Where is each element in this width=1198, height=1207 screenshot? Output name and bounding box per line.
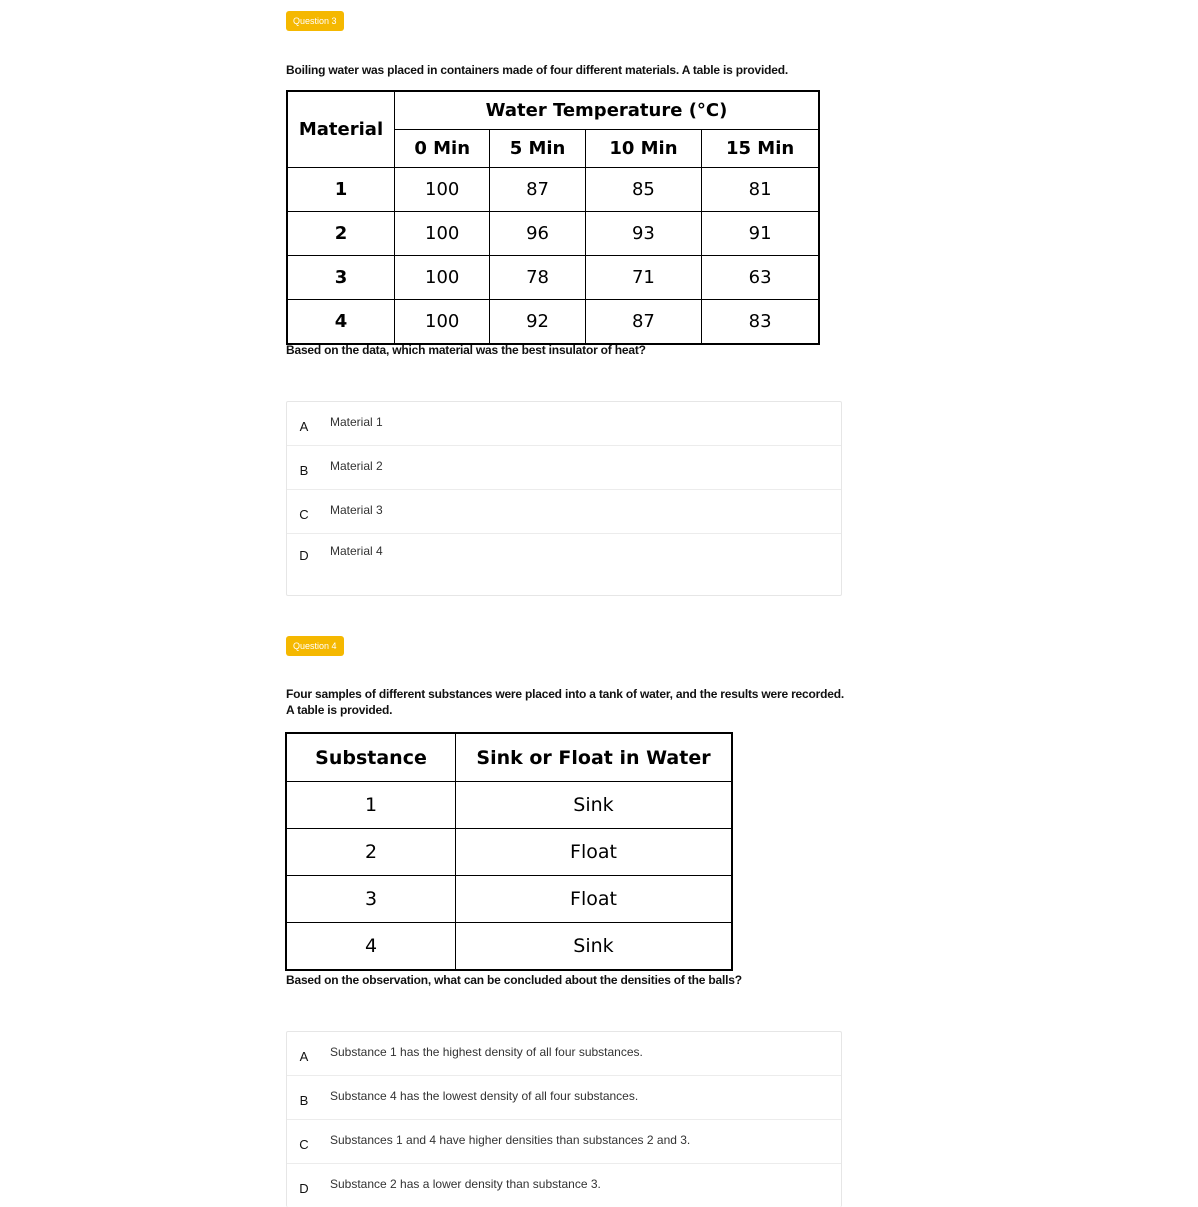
result-cell: Sink — [456, 923, 733, 971]
answer-option-c[interactable] — [287, 1120, 841, 1164]
material-cell: 2 — [287, 212, 395, 256]
answer-letter: C — [299, 1137, 309, 1152]
answer-letter: B — [299, 463, 309, 478]
answer-text: Substance 1 has the highest density of all four substances. — [330, 1044, 643, 1059]
answer-letter: D — [299, 548, 309, 563]
answer-option-d[interactable] — [287, 534, 841, 595]
temperature-cell: 100 — [395, 300, 490, 345]
answer-option-b[interactable] — [287, 1076, 841, 1120]
substance-cell: 1 — [286, 782, 456, 829]
water-temperature-header: Water Temperature (°C) — [395, 91, 820, 130]
result-cell: Float — [456, 876, 733, 923]
temperature-cell: 83 — [702, 300, 819, 345]
temperature-cell: 92 — [490, 300, 585, 345]
temperature-table — [286, 90, 820, 345]
substance-cell: 2 — [286, 829, 456, 876]
material-cell: 3 — [287, 256, 395, 300]
table-row — [286, 829, 732, 876]
table-row — [287, 300, 819, 345]
temperature-cell: 100 — [395, 212, 490, 256]
temperature-cell: 96 — [490, 212, 585, 256]
answer-letter: A — [299, 419, 309, 434]
time-header: 15 Min — [702, 130, 819, 168]
table-row — [286, 876, 732, 923]
question-3-answers — [286, 401, 842, 596]
substance-cell: 3 — [286, 876, 456, 923]
substance-cell: 4 — [286, 923, 456, 971]
time-header: 5 Min — [490, 130, 585, 168]
question-4-answers — [286, 1031, 842, 1207]
answer-letter: B — [299, 1093, 309, 1108]
answer-letter: D — [299, 1181, 309, 1196]
question-4-badge: Question 4 — [286, 636, 344, 656]
temperature-cell: 63 — [702, 256, 819, 300]
sink-float-table — [285, 732, 733, 971]
question-4-prompt-line-2: A table is provided. — [286, 703, 393, 717]
answer-option-a[interactable] — [287, 1032, 841, 1076]
temperature-cell: 91 — [702, 212, 819, 256]
answer-text: Material 4 — [330, 544, 383, 558]
question-3-text: Based on the data, which material was the best insulator of heat? — [286, 343, 646, 357]
temperature-cell: 100 — [395, 168, 490, 212]
answer-text: Material 1 — [330, 414, 383, 429]
time-header: 0 Min — [395, 130, 490, 168]
answer-letter: A — [299, 1049, 309, 1064]
table-row — [286, 923, 732, 971]
question-3-prompt: Boiling water was placed in containers made of four different materials. A table is provided. — [286, 63, 788, 77]
temperature-cell: 93 — [585, 212, 701, 256]
table-row — [287, 256, 819, 300]
material-cell: 1 — [287, 168, 395, 212]
temperature-cell: 78 — [490, 256, 585, 300]
temperature-cell: 71 — [585, 256, 701, 300]
table-row — [287, 212, 819, 256]
temperature-cell: 100 — [395, 256, 490, 300]
answer-text: Substance 2 has a lower density than substance 3. — [330, 1176, 601, 1191]
answer-option-b[interactable] — [287, 446, 841, 490]
temperature-cell: 81 — [702, 168, 819, 212]
answer-option-c[interactable] — [287, 490, 841, 534]
temperature-cell: 85 — [585, 168, 701, 212]
material-cell: 4 — [287, 300, 395, 345]
answer-text: Material 2 — [330, 458, 383, 473]
table-row — [286, 782, 732, 829]
answer-option-a[interactable] — [287, 402, 841, 446]
answer-letter: C — [299, 507, 309, 522]
temperature-cell: 87 — [585, 300, 701, 345]
question-4-text: Based on the observation, what can be concluded about the densities of the balls? — [286, 973, 742, 987]
material-header: Material — [287, 91, 395, 168]
answer-text: Material 3 — [330, 502, 383, 517]
result-cell: Sink — [456, 782, 733, 829]
question-3-badge: Question 3 — [286, 11, 344, 31]
time-header: 10 Min — [585, 130, 701, 168]
answer-option-d[interactable] — [287, 1164, 841, 1207]
temperature-cell: 87 — [490, 168, 585, 212]
sink-float-header: Sink or Float in Water — [456, 733, 733, 782]
table-row — [287, 168, 819, 212]
result-cell: Float — [456, 829, 733, 876]
answer-text: Substances 1 and 4 have higher densities than substances 2 and 3. — [330, 1132, 691, 1147]
substance-header: Substance — [286, 733, 456, 782]
question-4-prompt-line-1: Four samples of different substances were placed into a tank of water, and the results were recorded. — [286, 687, 844, 701]
answer-text: Substance 4 has the lowest density of all four substances. — [330, 1088, 639, 1103]
